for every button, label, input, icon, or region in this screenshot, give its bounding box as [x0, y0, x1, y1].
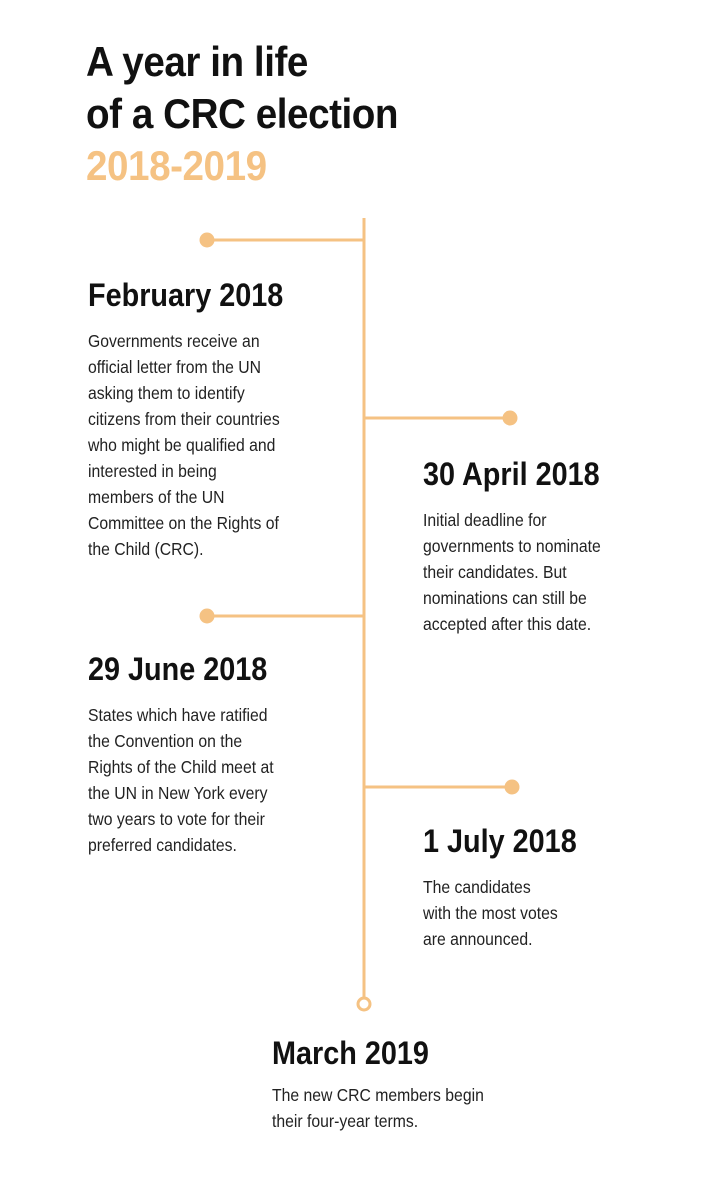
- event-date: 1 July 2018: [423, 823, 577, 859]
- event-date: March 2019: [272, 1035, 429, 1071]
- event-date: February 2018: [88, 277, 284, 313]
- event-description: The candidates with the most votes are announced.: [423, 877, 558, 949]
- event-date: 30 April 2018: [423, 456, 600, 492]
- event-description: Governments receive an official letter from the UN asking them to identify citizens from their countries who might be qualified and interested in being members of the UN Committee on the Rights of the Child (CRC).: [88, 331, 280, 559]
- marker-march-2019: [358, 998, 370, 1010]
- event-description: The new CRC members begin their four-year terms.: [272, 1085, 484, 1131]
- event-february-2018: [88, 276, 305, 562]
- event-march-2019: [272, 1034, 507, 1134]
- event-date: 29 June 2018: [88, 651, 268, 687]
- title-line-1: A year in life: [86, 38, 308, 85]
- event-description: States which have ratified the Convention on the Rights of the Child meet at the UN in New York every two years to vote for their preferred candidates.: [88, 705, 274, 855]
- title-years: 2018-2019: [86, 142, 267, 189]
- title-line-2: of a CRC election: [86, 90, 399, 137]
- event-29-june-2018: [88, 650, 294, 858]
- marker-30-april-2018: [503, 411, 518, 426]
- marker-february-2018: [200, 233, 215, 248]
- marker-29-june-2018: [200, 609, 215, 624]
- event-1-july-2018: [423, 822, 594, 952]
- event-description: Initial deadline for governments to nominate their candidates. But nominations can still be accepted after this date.: [423, 510, 601, 634]
- marker-1-july-2018: [505, 780, 520, 795]
- event-30-april-2018: [423, 455, 620, 637]
